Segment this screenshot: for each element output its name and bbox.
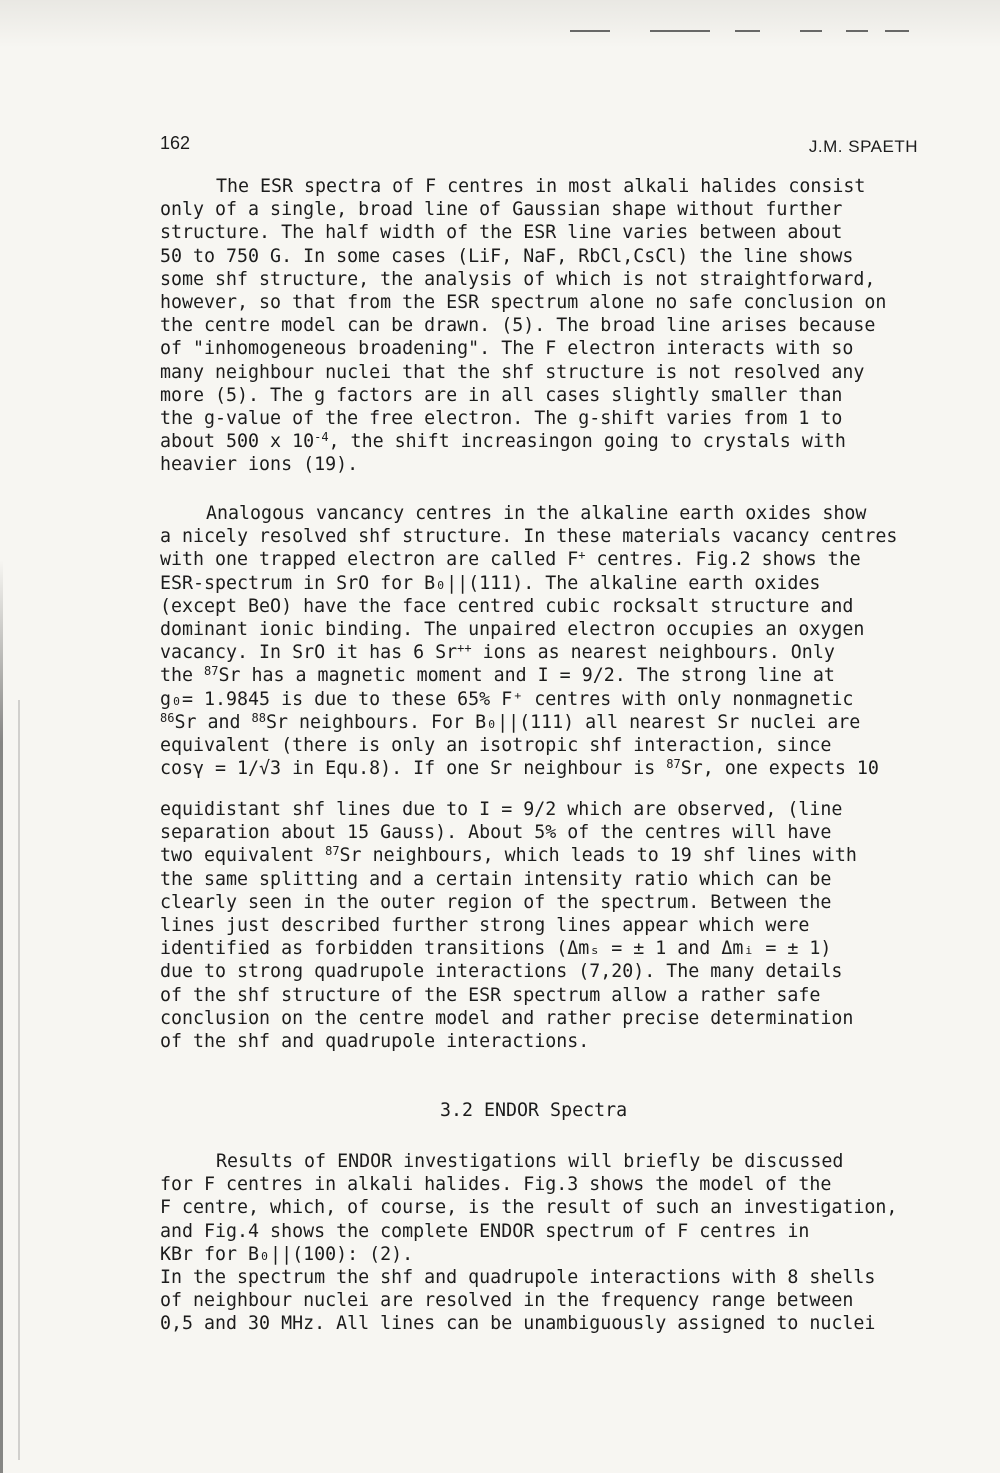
text-line: 0,5 and 30 MHz. All lines can be unambiguously assigned to nuclei [160,1313,876,1335]
text-line: separation about 15 Gauss). About 5% of the centres will have [160,822,832,844]
text-line: lines just described further strong lines appear which were [160,915,810,937]
text-line: conclusion on the centre model and rather precise determination [160,1007,854,1029]
text-line: equidistant shf lines due to I = 9/2 which are observed, (line [160,799,843,820]
text-line: and Fig.4 shows the complete ENDOR spectrum of F centres in [160,1220,810,1242]
text-line: structure. The half width of the ESR line varies between about [160,222,843,244]
running-header [160,133,918,159]
text-line: clearly seen in the outer region of the spectrum. Between the [160,891,832,913]
text-line: a nicely resolved shf structure. In these materials vacancy centres [160,526,898,548]
text-line: The ESR spectra of F centres in most alkali halides consist [216,176,866,197]
text-line: with one trapped electron are called F+ centres. Fig.2 shows the [160,548,861,571]
text-line: many neighbour nuclei that the shf structure is not resolved any [160,361,865,383]
text-line: of neighbour nuclei are resolved in the frequency range between [160,1290,854,1312]
text-line: vacancy. In SrO it has 6 Sr++ ions as nearest neighbours. Only [160,641,835,664]
text-line: the $^{87}$Sr has a magnetic moment and I = 9/2. The strong line at [160,664,835,687]
text-line: the same splitting and a certain intensity ratio which can be [160,868,832,890]
text-line: Results of ENDOR investigations will briefly be discussed [216,1151,844,1172]
text-line: (except BeO) have the face centred cubic rocksalt structure and [160,595,854,617]
text-line: due to strong quadrupole interactions (7,20). The many details [160,961,843,983]
text-line: however, so that from the ESR spectrum alone no safe conclusion on [160,292,887,314]
paragraph-endor-results [160,1150,930,1266]
binding-edge-shadow [18,700,20,1460]
text-line: for F centres in alkali halides. Fig.3 shows the model of the [160,1174,832,1196]
text-line: equivalent (there is only an isotropic shf interaction, since [160,735,832,757]
text-line: more (5). The g factors are in all cases slightly smaller than [160,384,843,406]
text-line: of the shf structure of the ESR spectrum allow a rather safe [160,984,821,1006]
text-line: two equivalent $^{87}$Sr neighbours, which leads to 19 shf lines with [160,844,857,867]
running-author: J.M. SPAETH [808,137,918,156]
section-heading: 3.2 ENDOR Spectra [440,1100,628,1121]
scan-artifact [735,30,760,32]
scan-top-shadow [0,0,1000,48]
scan-artifact [800,30,822,32]
text-line: about 500 x $10^{-4}$, the shift increasingon going to crystals with [160,430,846,453]
paragraph-esr-spectra [160,175,930,477]
paragraph-endor-spectrum [160,1266,930,1336]
text-line: F centre, which, of course, is the result of such an investigation, [160,1197,898,1219]
scan-artifact [570,30,610,32]
text-line: the g-value of the free electron. The g-shift varies from 1 to [160,408,843,430]
text-line: In the spectrum the shf and quadrupole interactions with 8 shells [160,1267,876,1288]
text-line: dominant ionic binding. The unpaired electron occupies an oxygen [160,619,865,641]
paragraph-shf-lines [160,798,930,1053]
text-line: the centre model can be drawn. (5). The broad line arises because [160,315,876,337]
paragraph-vacancy-centres [160,502,930,780]
text-line: 50 to 750 G. In some cases (LiF, NaF, RbCl,CsCl) the line shows [160,245,854,267]
text-line: Analogous vancancy centres in the alkaline earth oxides show [206,503,867,524]
text-line: $^{86}$Sr and $^{88}$Sr neighbours. For B₀||(111) all nearest Sr nuclei are [160,710,861,733]
text-line: only of a single, broad line of Gaussian shape without further [160,199,843,221]
binding-edge [0,560,3,1473]
scan-artifact [846,30,868,32]
text-line: heavier ions (19). [160,454,359,476]
text-line: g₀= 1.9845 is due to these 65% F⁺ centres with only nonmagnetic [160,688,854,710]
page-number: 162 [160,133,191,153]
text-line: cosγ = 1/√3 in Equ.8). If one Sr neighbour is $^{87}$Sr, one expects 10 [160,757,879,780]
text-line: of the shf and quadrupole interactions. [160,1031,590,1053]
text-line: some shf structure, the analysis of which is not straightforward, [160,268,876,290]
text-line: identified as forbidden transitions (Δmₛ = ± 1 and Δmᵢ = ± 1) [160,938,832,960]
text-line: of "inhomogeneous broadening". The F electron interacts with so [160,338,854,360]
scan-artifact [650,30,710,32]
scan-artifact [885,30,909,32]
text-line: ESR-spectrum in SrO for B₀||(111). The alkaline earth oxides [160,572,821,594]
text-line: KBr for B₀||(100): (2). [160,1243,414,1265]
